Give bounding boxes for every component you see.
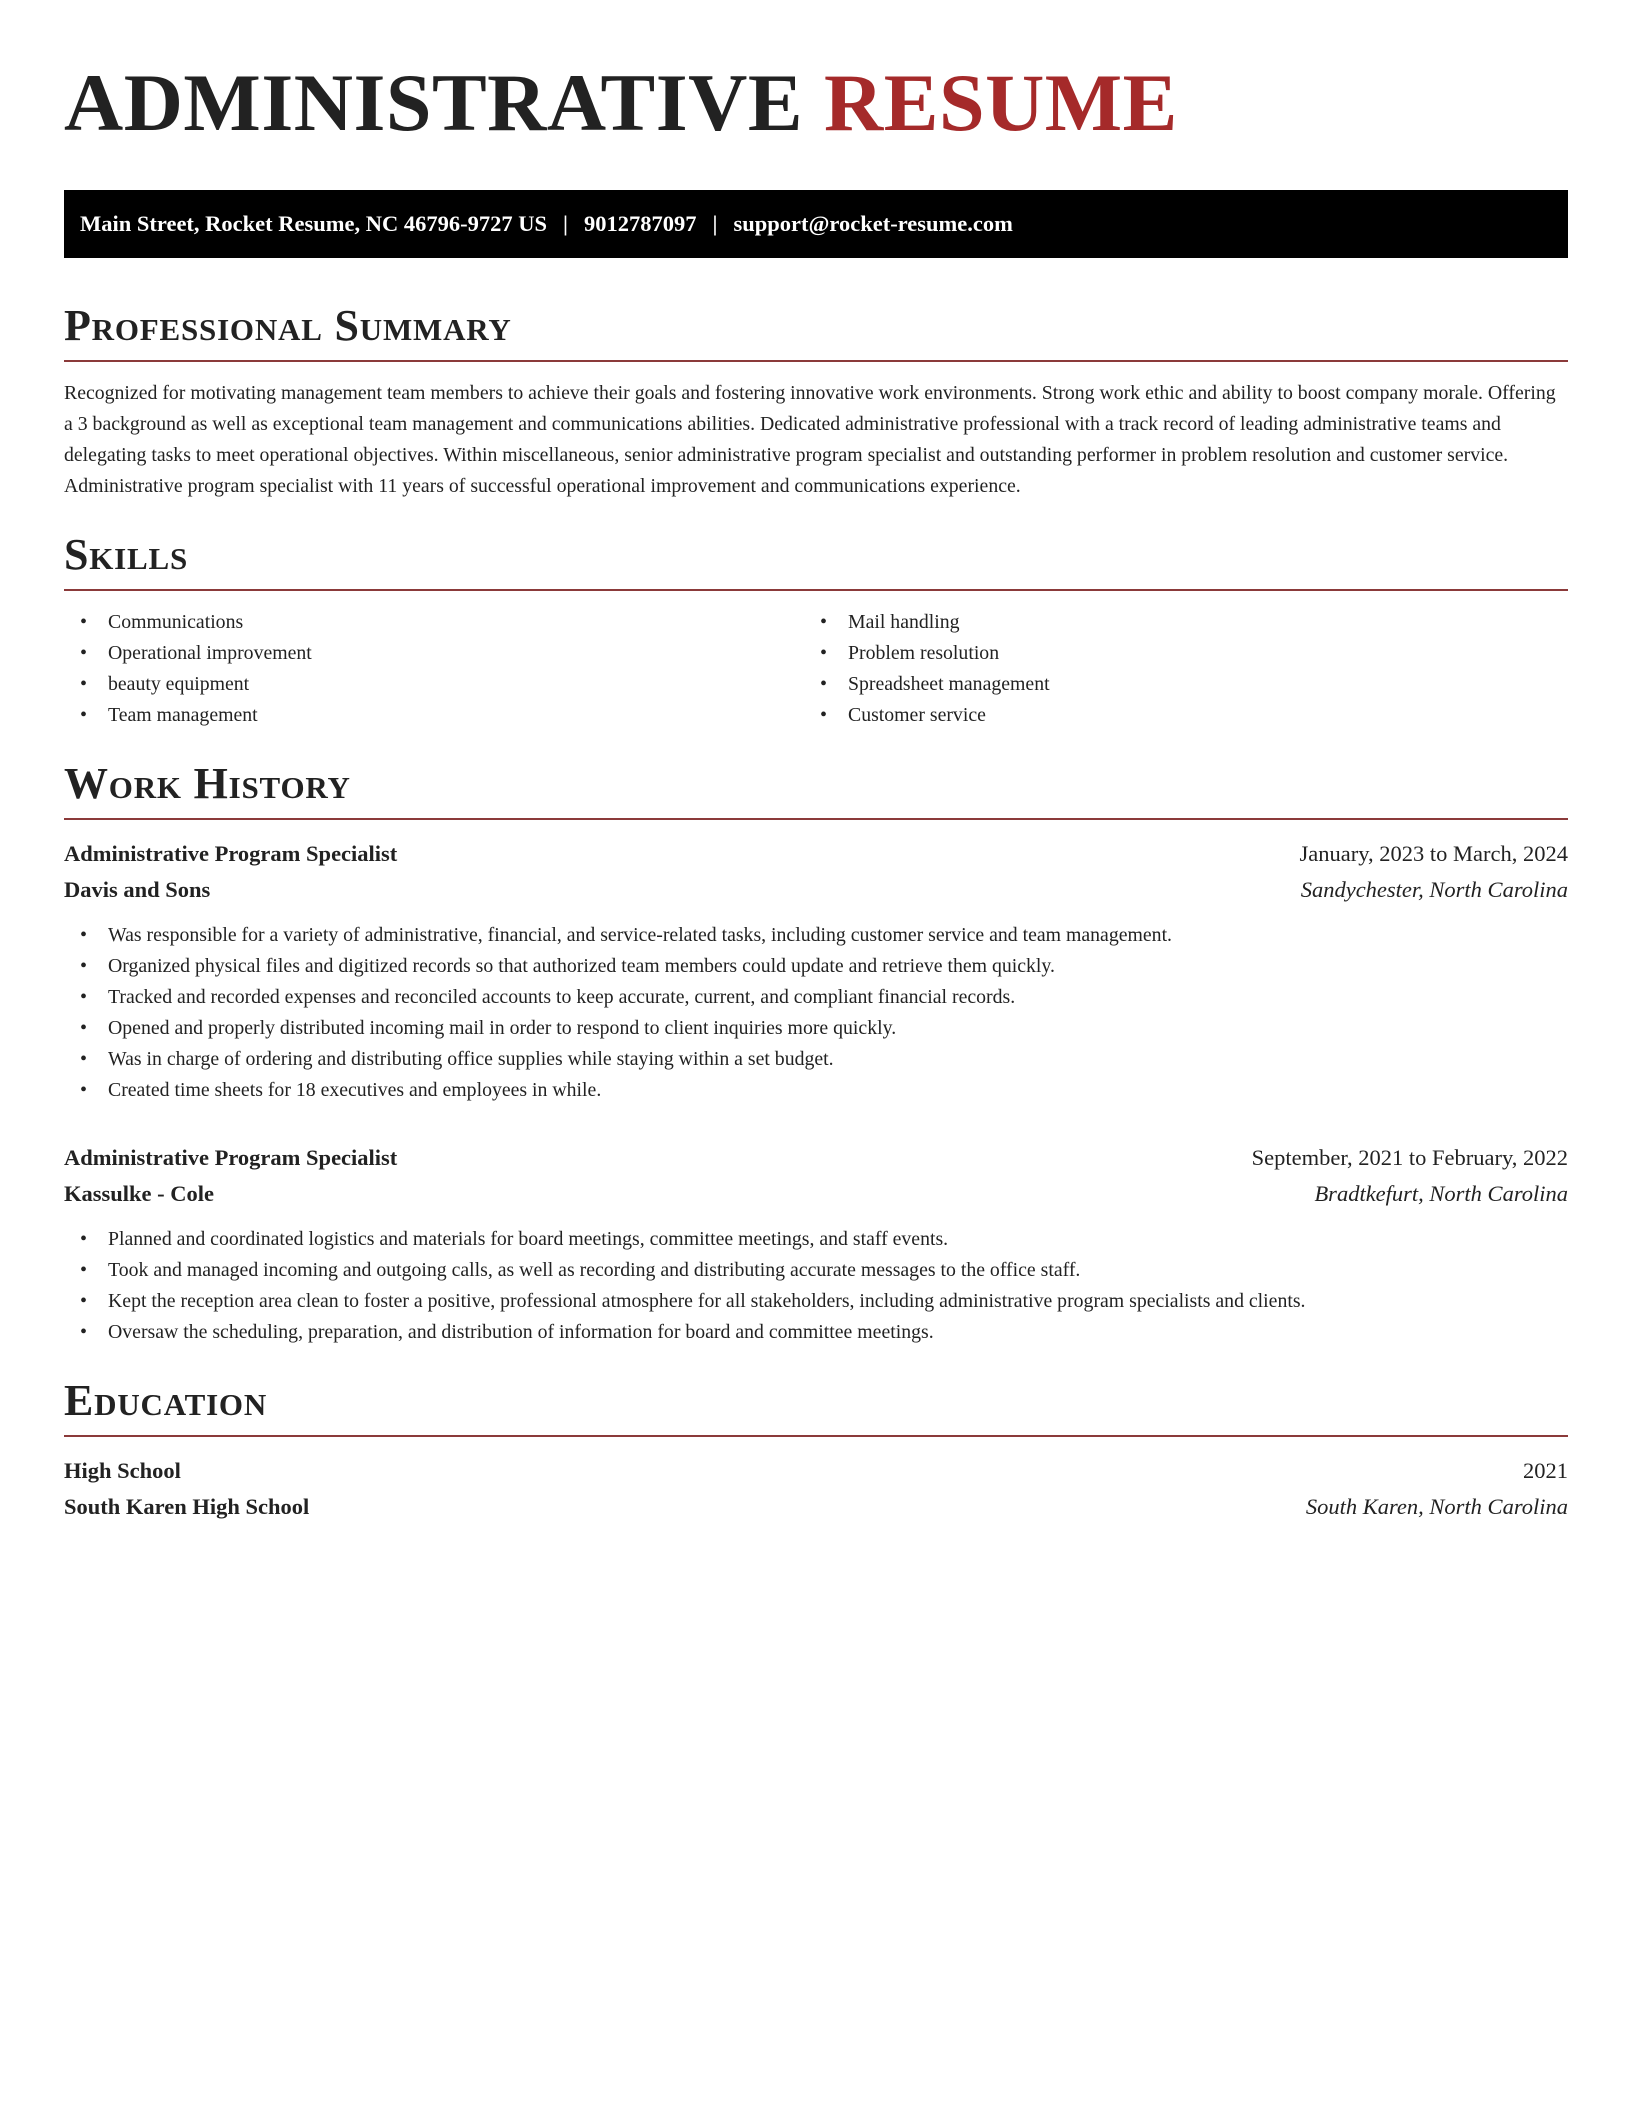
section-divider — [64, 818, 1568, 820]
job-duties-list — [64, 920, 1568, 1106]
job-company-row — [64, 1176, 1568, 1212]
job-entry — [64, 1140, 1568, 1348]
skill-item: • Problem resolution — [804, 638, 1544, 669]
skill-item: • Customer service — [804, 700, 1544, 731]
section-heading: Education — [64, 1376, 268, 1425]
job-duties-list — [64, 1224, 1568, 1348]
work-history-section — [64, 758, 1568, 1348]
job-duty: • Was responsible for a variety of administrative, financial, and service-related tasks, including customer service and team management. — [64, 920, 1568, 951]
job-company: Davis and Sons — [64, 877, 211, 902]
summary-section — [64, 300, 1568, 502]
contact-separator: | — [712, 211, 718, 236]
contact-separator: | — [563, 211, 568, 236]
job-location: Sandychester, North Carolina — [1300, 877, 1568, 902]
job-duty: • Was in charge of ordering and distributing office supplies while staying within a set budget. — [64, 1044, 1568, 1075]
job-duty: • Opened and properly distributed incoming mail in order to respond to client inquiries more quickly. — [64, 1013, 1568, 1044]
job-title: Administrative Program Specialist — [64, 841, 398, 866]
title-first-word: ADMINISTRATIVE — [64, 57, 804, 148]
job-duty: • Created time sheets for 18 executives and employees in while. — [64, 1075, 1568, 1106]
contact-email: support@rocket-resume.com — [733, 211, 1013, 236]
education-location: South Karen, North Carolina — [1305, 1494, 1568, 1519]
job-header-row — [64, 836, 1568, 872]
title-second-word: RESUME — [824, 57, 1178, 148]
job-duty: • Tracked and recorded expenses and reconciled accounts to keep accurate, current, and compliant financial records. — [64, 982, 1568, 1013]
skill-item: • Mail handling — [804, 607, 1544, 638]
job-entry — [64, 836, 1568, 1106]
education-year: 2021 — [1523, 1458, 1568, 1483]
skill-item: • Spreadsheet management — [804, 669, 1544, 700]
contact-bar — [64, 190, 1568, 258]
skill-item: • Communications — [64, 607, 804, 638]
section-heading: Work History — [64, 759, 351, 808]
section-heading: Professional Summary — [64, 301, 512, 350]
job-header-row — [64, 1140, 1568, 1176]
job-dates: September, 2021 to February, 2022 — [1251, 1145, 1568, 1170]
contact-address: Main Street, Rocket Resume, NC 46796-9727 US — [80, 211, 548, 236]
job-duty: • Planned and coordinated logistics and materials for board meetings, committee meetings, and staff events. — [64, 1224, 1568, 1255]
education-section — [64, 1375, 1568, 1525]
section-divider — [64, 360, 1568, 362]
section-divider — [64, 589, 1568, 591]
skill-item: • Team management — [64, 700, 804, 731]
education-school-row — [64, 1489, 1568, 1525]
skills-column-left — [64, 607, 804, 731]
job-duty: • Organized physical files and digitized records so that authorized team members could update and retrieve them quickly. — [64, 951, 1568, 982]
education-entry — [64, 1453, 1568, 1525]
skills-column-right — [804, 607, 1544, 731]
summary-text: Recognized for motivating management team members to achieve their goals and fostering innovative work environments. Strong work ethic and ability to boost company morale. Offering a 3 background as well as exceptional team management and communications abilities. Dedicated administrative professional with a track record of leading administrative teams and delegating tasks to meet operational objectives. Within miscellaneous, senior administrative program specialist and outstanding performer in problem resolution and customer service. Administrative program specialist with 11 years of successful operational improvement and communications experience. — [64, 382, 1556, 497]
education-header-row — [64, 1453, 1568, 1489]
job-duty: • Took and managed incoming and outgoing calls, as well as recording and distributing accurate messages to the office staff. — [64, 1255, 1568, 1286]
section-heading: Skills — [64, 530, 189, 579]
section-divider — [64, 1435, 1568, 1437]
job-duty: • Kept the reception area clean to foster a positive, professional atmosphere for all stakeholders, including administrative program specialists and clients. — [64, 1286, 1568, 1317]
job-company: Kassulke - Cole — [64, 1181, 215, 1206]
skill-item: • beauty equipment — [64, 669, 804, 700]
education-degree: High School — [64, 1458, 181, 1483]
contact-phone: 9012787097 — [584, 211, 697, 236]
skill-item: • Operational improvement — [64, 638, 804, 669]
skills-list — [64, 607, 1568, 731]
skills-section — [64, 529, 1568, 731]
job-dates: January, 2023 to March, 2024 — [1299, 841, 1568, 866]
job-company-row — [64, 872, 1568, 908]
job-title: Administrative Program Specialist — [64, 1145, 398, 1170]
education-school: South Karen High School — [64, 1494, 310, 1519]
resume-title — [64, 0, 1568, 150]
job-location: Bradtkefurt, North Carolina — [1314, 1181, 1568, 1206]
job-duty: • Oversaw the scheduling, preparation, and distribution of information for board and committee meetings. — [64, 1317, 1568, 1348]
